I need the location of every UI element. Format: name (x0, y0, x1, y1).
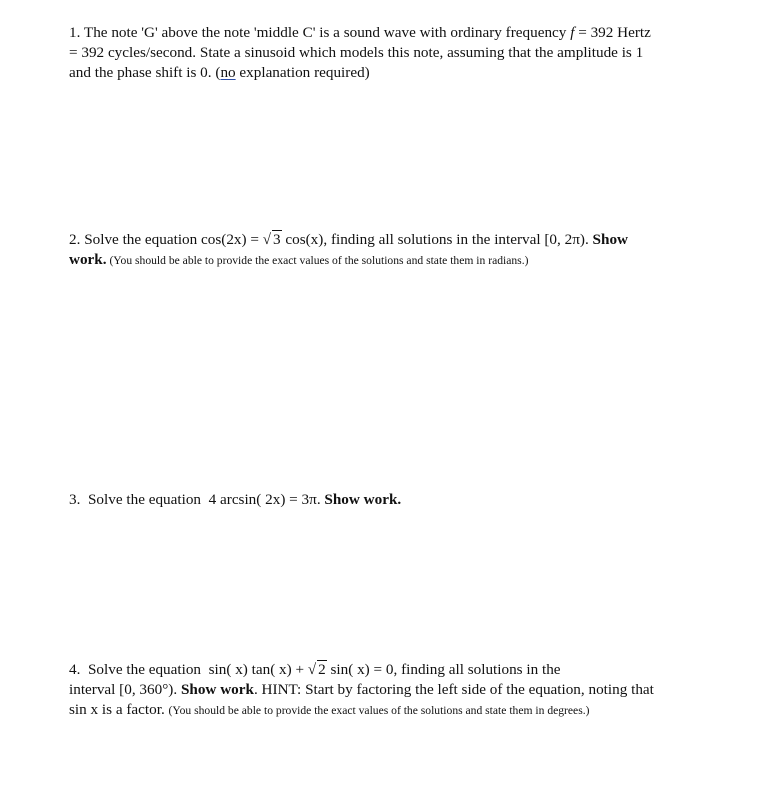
question-4-intro: Solve the equation (80, 661, 209, 678)
question-2-intro: Solve the equation (80, 231, 202, 248)
question-4-factor-text: sin x is a factor. (69, 701, 169, 718)
question-2-number: 2. (69, 231, 81, 248)
question-4-number: 4. (69, 661, 81, 678)
question-3-line-1 (69, 490, 699, 510)
question-1-line-1 (69, 23, 699, 43)
show-work-label: Show (592, 231, 629, 248)
question-1-text-b: = 392 Hertz (574, 24, 651, 41)
question-2-after-eq: , finding all solutions in the interval [0, 2π). (323, 231, 593, 248)
equation-right: cos(x) (281, 231, 324, 248)
question-1-line-3 (69, 63, 699, 83)
equation-right: sin( x) = 0 (326, 661, 394, 678)
question-4-line-1 (69, 660, 699, 680)
question-4-after-eq: , finding all solutions in the (393, 661, 561, 678)
question-4-line-2 (69, 680, 699, 700)
question-1-text-d: explanation required) (235, 64, 370, 81)
question-4-hint: . HINT: Start by factoring the left side of the equation, noting that (253, 681, 654, 698)
radical-symbol: √ (262, 232, 271, 248)
question-2-note: (You should be able to provide the exact values of the solutions and state them in radians.) (106, 254, 529, 267)
sqrt-2 (308, 660, 327, 680)
question-1-line-2: = 392 cycles/second. State a sinusoid which models this note, assuming that the amplitude is 1 (69, 44, 644, 61)
question-4-line-3 (69, 700, 699, 721)
equation-left: sin( x) tan( x) + (208, 661, 308, 678)
show-work-label: Show work. (324, 491, 402, 508)
no-underlined: no (220, 64, 236, 81)
question-4-equation (209, 661, 394, 678)
question-3-equation: 4 arcsin( 2x) = 3π (208, 491, 317, 508)
frequency-symbol: f (570, 24, 575, 41)
question-1-text-a: The note 'G' above the note 'middle C' is a sound wave with ordinary frequency (80, 24, 571, 41)
question-3-after-eq: . (316, 491, 325, 508)
question-3-intro: Solve the equation (80, 491, 209, 508)
question-2-line-1 (69, 230, 699, 250)
equation-left: cos(2x) = (201, 231, 263, 248)
question-3-number: 3. (69, 491, 81, 508)
radicand-value: 3 (272, 231, 281, 248)
question-4-interval: interval [0, 360°). (69, 681, 181, 698)
question-1-number: 1. (69, 24, 81, 41)
question-3 (69, 490, 699, 510)
question-2-equation (201, 231, 323, 248)
radicand-value: 2 (318, 661, 326, 678)
question-2 (69, 230, 699, 271)
question-1-text-c: and the phase shift is 0. ( (69, 64, 221, 81)
show-work-label-2: work. (69, 251, 107, 268)
question-2-line-2 (69, 250, 699, 271)
question-4 (69, 660, 699, 721)
radical-symbol: √ (307, 662, 317, 678)
question-1 (69, 23, 699, 83)
show-work-label: Show work (180, 681, 254, 698)
question-4-note: (You should be able to provide the exact values of the solutions and state them in degrees.) (168, 704, 590, 717)
sqrt-3 (263, 230, 282, 250)
